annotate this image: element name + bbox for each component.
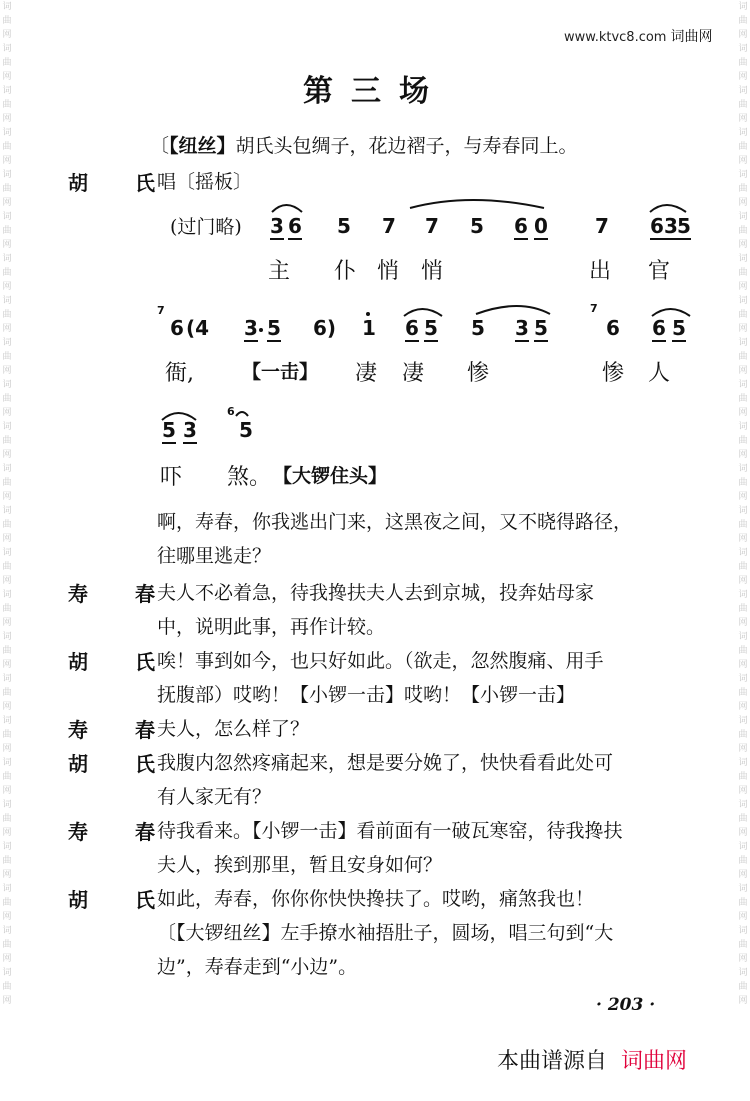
note: 6 [405, 316, 419, 340]
speaker-shouchun: 寿 春 [68, 718, 175, 742]
dialogue-line: 夫人，挨到那里，暂且安身如何？ [157, 854, 443, 876]
note: 5 [424, 316, 438, 340]
dot-mark [366, 312, 370, 316]
lyric: 煞。 [227, 465, 272, 490]
note: 5 [471, 316, 485, 340]
slur-marks-line3 [160, 402, 270, 426]
dialogue-line: 有人家无有？ [157, 786, 272, 808]
dialogue-line: 夫人不必着急，待我搀扶夫人去到京城，投奔姑母家 [157, 582, 595, 604]
dialogue-line: 啊，寿春，你我逃出门来，这黑夜之间，又不晓得路径， [157, 511, 633, 533]
grace-note: 6 [227, 405, 235, 418]
note: 5 [162, 418, 176, 442]
scene-title: 第三场 [303, 74, 447, 109]
note: 6 [606, 316, 620, 340]
left-watermark-strip: 词曲网词曲网词曲网词曲网词曲网词曲网词曲网词曲网词曲网词曲网词曲网词曲网词曲网词曲网词曲网词曲网词曲网词曲网词曲网词曲网词曲网词曲网词曲网词曲网 [2, 2, 12, 1006]
note: 3 [515, 316, 529, 340]
note: 3 [270, 214, 284, 238]
lyric: 吓 [160, 465, 183, 490]
note: 3 [244, 316, 258, 340]
right-watermark-strip: 词曲网词曲网词曲网词曲网词曲网词曲网词曲网词曲网词曲网词曲网词曲网词曲网词曲网词曲网词曲网词曲网词曲网词曲网词曲网词曲网词曲网词曲网词曲网词曲网 [738, 2, 748, 1006]
lyric: 衙, [165, 361, 194, 386]
stage-direction: 〔【大锣纽丝】左手撩水袖捂肚子，圆场，唱三句到“大 [157, 922, 614, 944]
lyric: 凄 [402, 361, 425, 386]
dialogue-line: 抚腹部）哎哟！【小锣一击】哎哟！【小锣一击】 [157, 684, 576, 706]
lyric: 凄 [355, 361, 378, 386]
note: 5 [672, 316, 686, 340]
dialogue-line: 中，说明此事，再作计较。 [157, 616, 386, 638]
lyric: 悄 [421, 259, 444, 284]
note: 6 [652, 316, 666, 340]
page-number: · 203 · [596, 995, 656, 1015]
header-watermark [564, 26, 712, 46]
dialogue-line: 我腹内忽然疼痛起来，想是要分娩了，快快看看此处可 [157, 752, 614, 774]
speaker-huishi: 胡 氏 [68, 888, 175, 912]
slur-marks-line1 [270, 194, 710, 218]
note: 7 [595, 214, 609, 238]
note: 6 [650, 214, 664, 238]
dot-mark [259, 328, 263, 332]
note: 7 [425, 214, 439, 238]
footer-brand-link[interactable]: 词曲网 [621, 1049, 688, 1074]
lyric: 惨 [602, 361, 625, 386]
note: 5 [267, 316, 281, 340]
stage-direction-1: 〔【纽丝】胡氏头包绸子，花边褶子，与寿春同上。 [150, 135, 578, 157]
lyric-percussion: 【一击】 [242, 361, 319, 383]
lyric: 人 [648, 361, 671, 386]
note: 5 [470, 214, 484, 238]
note: 5 [337, 214, 351, 238]
stage-direction: 边”，寿春走到“小边”。 [157, 956, 358, 978]
note: 6 [288, 214, 302, 238]
dialogue-line: 如此，寿春，你你你快快搀扶了。哎哟，痛煞我也！ [157, 888, 595, 910]
footer-source [497, 1044, 687, 1075]
grace-note: 7 [590, 302, 598, 315]
note: 6) [313, 316, 337, 340]
note: 0 [534, 214, 548, 238]
footer-text: 本曲谱源自 [497, 1049, 608, 1074]
speaker-huishi: 胡 氏 [68, 752, 175, 776]
lyric-percussion: 【大锣住头】 [273, 465, 388, 487]
prelude-note: (过门略) [170, 216, 242, 238]
dialogue-line: 往哪里逃走？ [157, 545, 272, 567]
speaker-shouchun: 寿 春 [68, 582, 175, 606]
note: 5 [239, 418, 253, 442]
grace-note: 7 [157, 304, 165, 317]
dialogue-line: 唉！事到如今，也只好如此。（欲走，忽然腹痛、用手 [157, 650, 604, 672]
lyric: 主 [268, 259, 291, 284]
dialogue-line: 待我看来。【小锣一击】看前面有一破瓦寒窑，待我搀扶 [157, 820, 623, 842]
watermark-site: 词曲网 [670, 29, 713, 45]
note: 6 [514, 214, 528, 238]
speaker-huishi: 胡 氏 [68, 650, 175, 674]
lyric: 出 [589, 259, 612, 284]
speaker-shouchun: 寿 春 [68, 820, 175, 844]
sing-label: 唱〔摇板〕 [157, 171, 253, 193]
lyric: 仆 [334, 259, 357, 284]
note: 5 [677, 214, 691, 238]
lyric: 官 [648, 259, 671, 284]
dialogue-line: 夫人，怎么样了？ [157, 718, 310, 740]
speaker-huishi-1: 胡 氏 [68, 171, 175, 195]
note: 3 [183, 418, 197, 442]
note: 3 [664, 214, 678, 238]
note: 6 [170, 316, 184, 340]
note: 1 [362, 316, 376, 340]
note: 5 [534, 316, 548, 340]
watermark-url[interactable]: www.ktvc8.com [564, 30, 667, 45]
lyric: 惨 [467, 361, 490, 386]
note: (4 [186, 316, 210, 340]
lyric: 悄 [377, 259, 400, 284]
note: 7 [382, 214, 396, 238]
